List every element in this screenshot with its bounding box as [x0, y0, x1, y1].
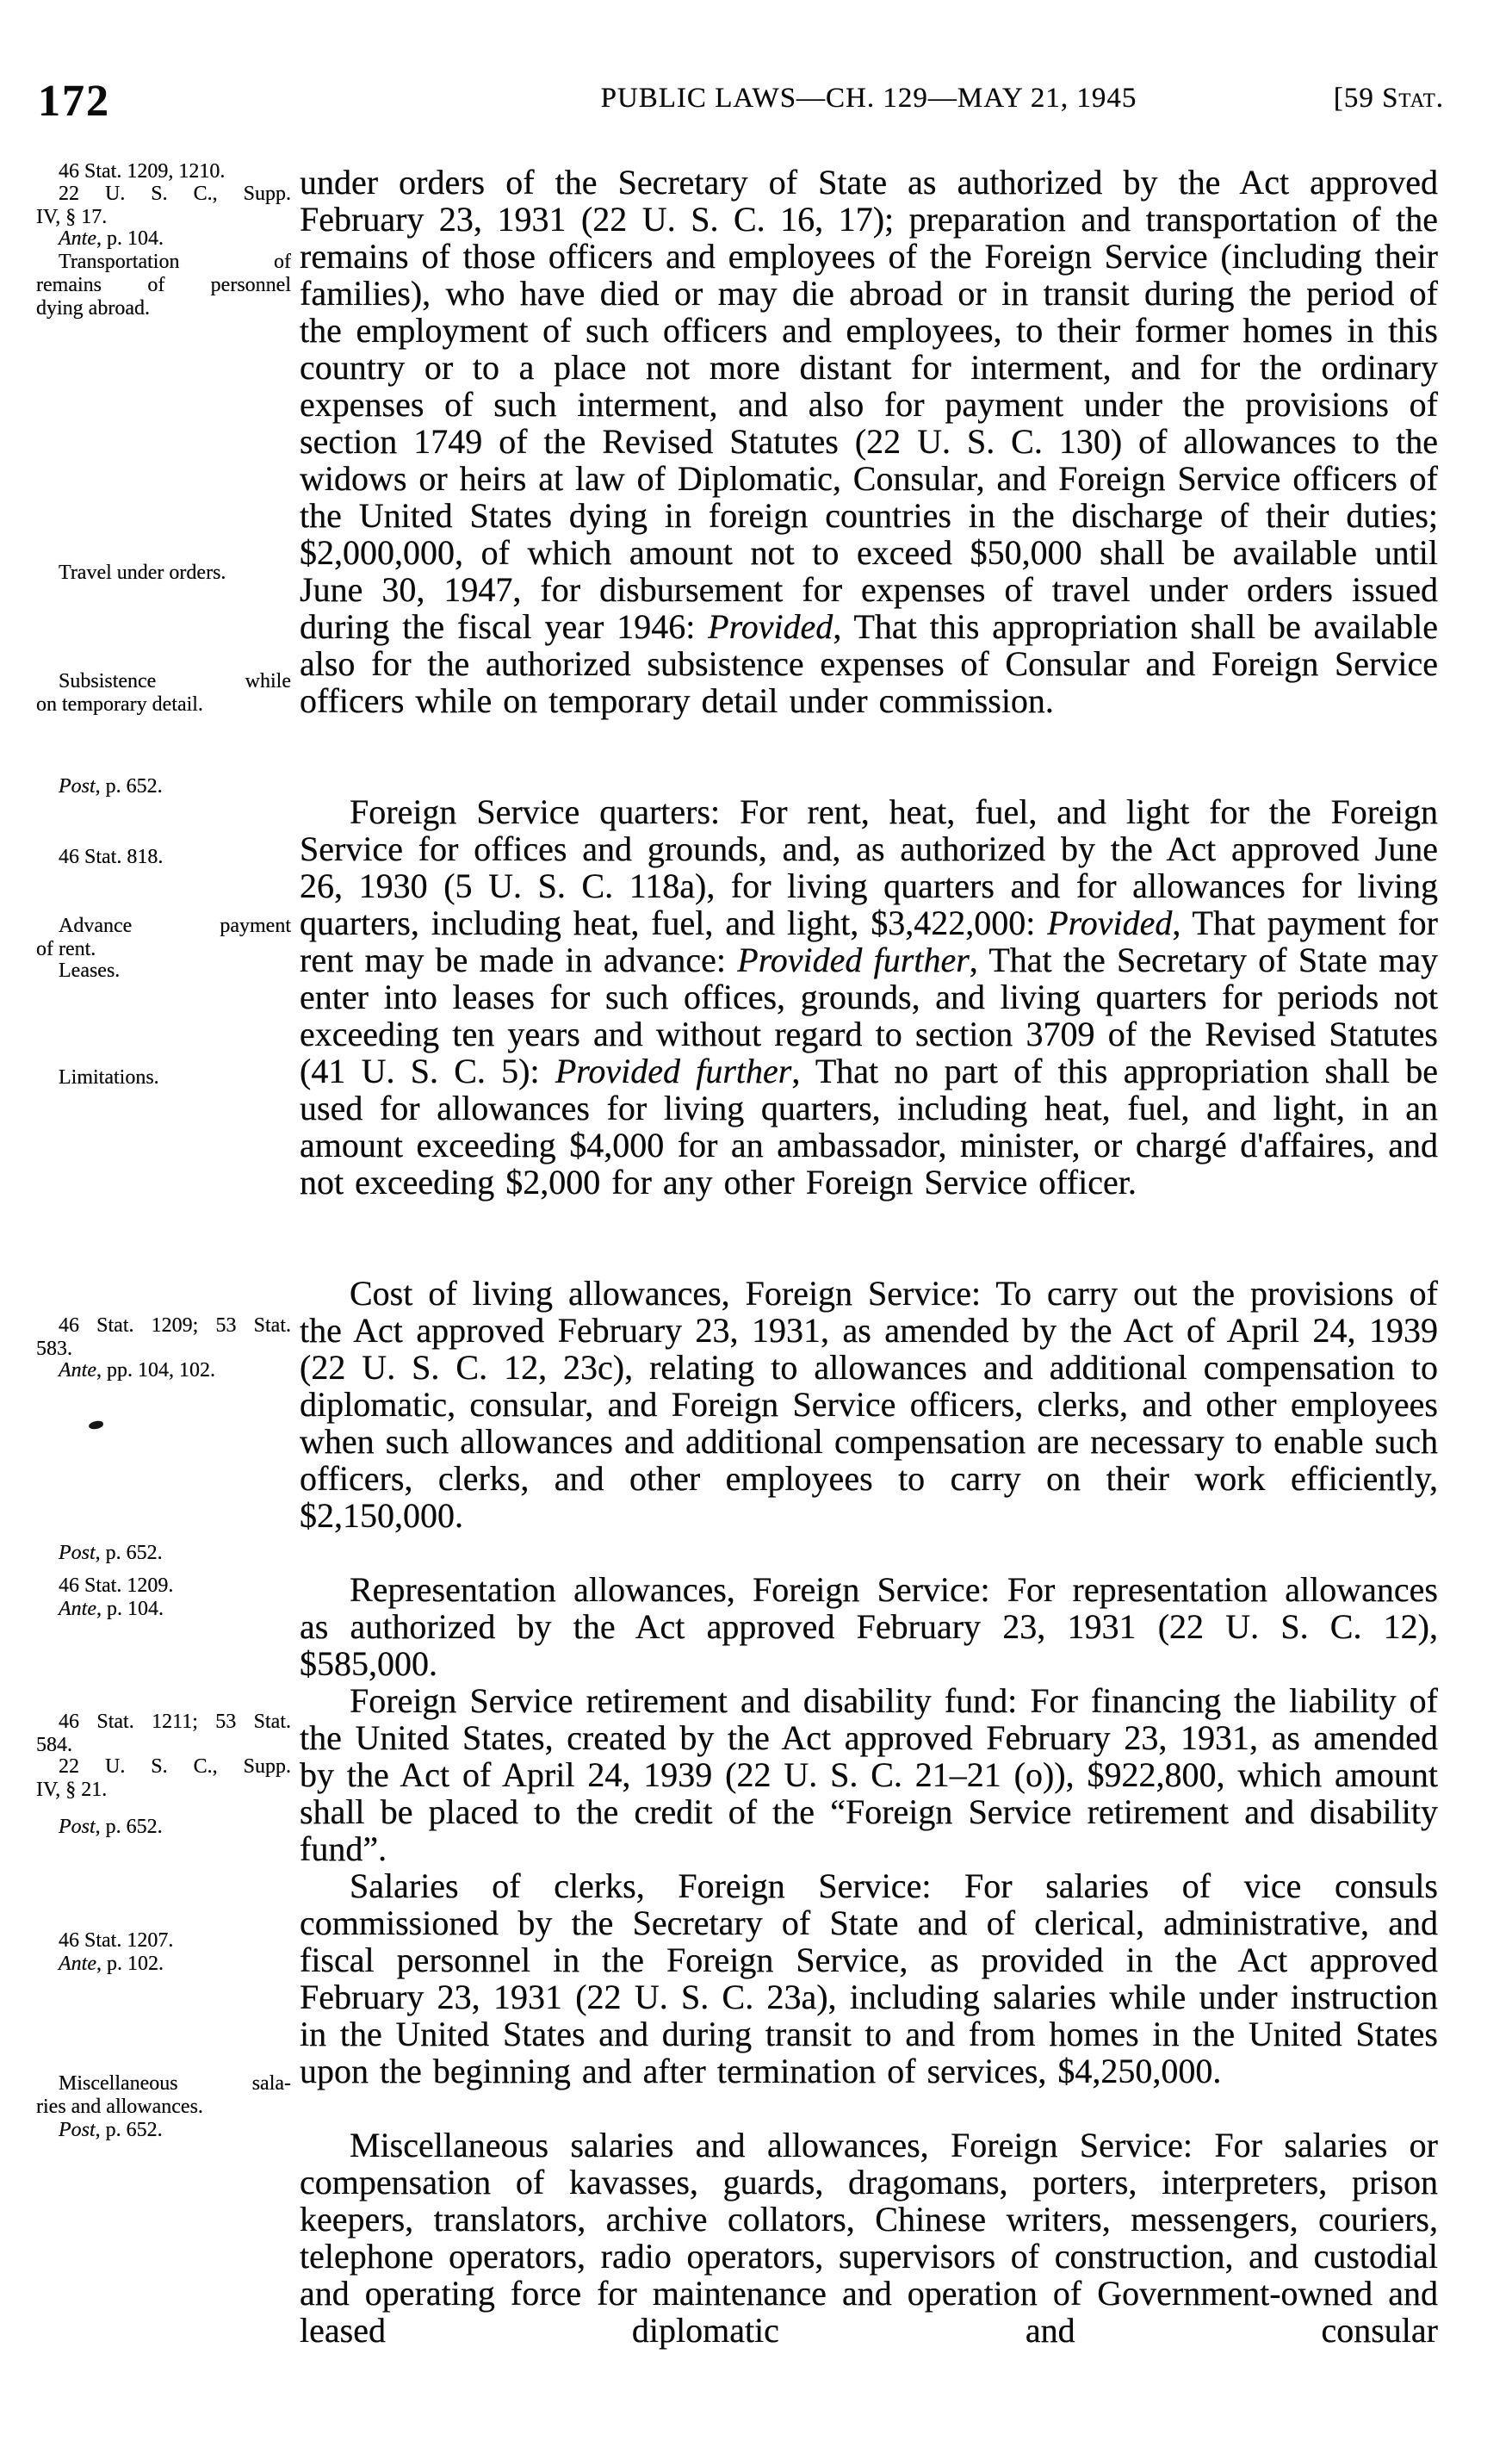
body-paragraph: Cost of living allowances, Foreign Service: To carry out the provisions of the Act approved February 23, 1931, as amended by the Act of April 24, 1939 (22 U. S. C. 12, 23c), relating to allowances and additional compensation to diplomatic, consular, and Foreign Service officers, clerks, and other employees when such allowances and additional compensation are necessary to enable such officers, clerks, and other employees to carry on their work efficiently, $2,150,000.	[300, 1274, 1438, 1535]
margin-note: 46 Stat. 1207.	[59, 1929, 174, 1952]
margin-note: Ante, p. 104.	[59, 227, 164, 250]
running-header: PUBLIC LAWS—CH. 129—MAY 21, 1945	[600, 83, 1137, 114]
margin-note: Post, p. 652.	[59, 2119, 163, 2141]
margin-note: Post, p. 652.	[59, 775, 163, 798]
page-number: 172	[38, 77, 110, 126]
margin-note: 22 U. S. C., Supp. IV, § 21.	[36, 1755, 291, 1801]
body-paragraph: Representation allowances, Foreign Service: For representation allowances as authorized by the Act approved February 23, 1931 (22 U. S. C. 12), $585,000.	[300, 1570, 1438, 1683]
body-paragraph: under orders of the Secretary of State as authorized by the Act approved February 23, 1931 (22 U. S. C. 16, 17); preparation and transportation of the remains of those officers and employees of the Foreign Service (including their families), who have died or may die abroad or in transit during the period of the employment of such officers and employees, to their former homes in this country or to a place not more distant for interment, and for the ordinary expenses of such interment, and also for payment under the provisions of section 1749 of the Revised Statutes (22 U. S. C. 130) of allowances to the widows or heirs at law of Diplomatic, Consular, and Foreign Service officers of the United States dying in foreign countries in the discharge of their duties; $2,000,000, of which amount not to exceed $50,000 shall be available until June 30, 1947, for disbursement for expenses of travel under orders issued during the fiscal year 1946: Provided, That this appropriation shall be available also for the authorized subsistence expenses of Consular and Foreign Service officers while on temporary detail under commission.	[300, 163, 1438, 720]
margin-note: Limitations.	[59, 1066, 159, 1089]
margin-note: 46 Stat. 1209; 53 Stat. 583.	[36, 1314, 291, 1360]
margin-note: 46 Stat. 818.	[59, 846, 164, 868]
margin-note: 46 Stat. 1209, 1210.	[59, 160, 226, 183]
margin-note: Post, p. 652.	[59, 1816, 163, 1838]
margin-note: Ante, pp. 104, 102.	[59, 1359, 215, 1382]
margin-note: 46 Stat. 1211; 53 Stat. 584.	[36, 1711, 291, 1756]
margin-note: Subsistence while on temporary detail.	[36, 670, 291, 716]
ink-smudge-mark	[89, 1420, 104, 1430]
margin-note: Post, p. 652.	[59, 1542, 163, 1564]
margin-note: Ante, p. 104.	[59, 1598, 164, 1620]
margin-note: Travel under orders.	[59, 562, 226, 584]
margin-note: Miscellaneous sala- ries and allowances.	[36, 2072, 291, 2118]
margin-note: Leases.	[59, 959, 121, 982]
body-paragraph: Foreign Service retirement and disability fund: For financing the liability of the United States, created by the Act approved February 23, 1931, as amended by the Act of April 24, 1939 (22 U. S. C. 21–21 (o)), $922,800, which amount shall be placed to the credit of the “Foreign Service retirement and disability fund”.	[300, 1681, 1438, 1868]
margin-note: 22 U. S. C., Supp. IV, § 17.	[36, 183, 291, 228]
body-paragraph: Miscellaneous salaries and allowances, Foreign Service: For salaries or compensation of kavasses, guards, dragomans, porters, interpreters, prison keepers, translators, archive collators, Chinese writers, messengers, couriers, telephone operators, radio operators, supervisors of construction, and custodial and operating force for maintenance and operation of Government-owned and leased diplomatic and consular	[300, 2126, 1438, 2350]
margin-note: 46 Stat. 1209.	[59, 1574, 174, 1597]
margin-note: Ante, p. 102.	[59, 1953, 164, 1975]
volume-header: [59 Stat.	[1333, 83, 1444, 114]
margin-note: Advance payment of rent.	[36, 915, 291, 960]
body-paragraph: Foreign Service quarters: For rent, heat, fuel, and light for the Foreign Service for offices and grounds, and, as authorized by the Act approved June 26, 1930 (5 U. S. C. 118a), for living quarters and for allowances for living quarters, including heat, fuel, and light, $3,422,000: Provided, That payment for rent may be made in advance: Provided further, That the Secretary of State may enter into leases for such offices, grounds, and living quarters for periods not exceeding ten years and without regard to section 3709 of the Revised Statutes (41 U. S. C. 5): Provided further, That no part of this appropriation shall be used for allowances for living quarters, including heat, fuel, and light, in an amount exceeding $4,000 for an ambassador, minister, or chargé d'affaires, and not exceeding $2,000 for any other Foreign Service officer.	[300, 792, 1439, 1202]
statute-body	[300, 164, 1438, 2349]
margin-notes	[0, 0, 300, 2453]
body-paragraph: Salaries of clerks, Foreign Service: For salaries of vice consuls commissioned by the Secretary of State and of clerical, administrative, and fiscal personnel in the Foreign Service, as provided in the Act approved February 23, 1931 (22 U. S. C. 23a), including salaries while under instruction in the United States and during transit to and from homes in the United States upon the beginning and after termination of services, $4,250,000.	[300, 1866, 1438, 2090]
margin-note: Transportation of remains of personnel dying abroad.	[36, 251, 291, 320]
